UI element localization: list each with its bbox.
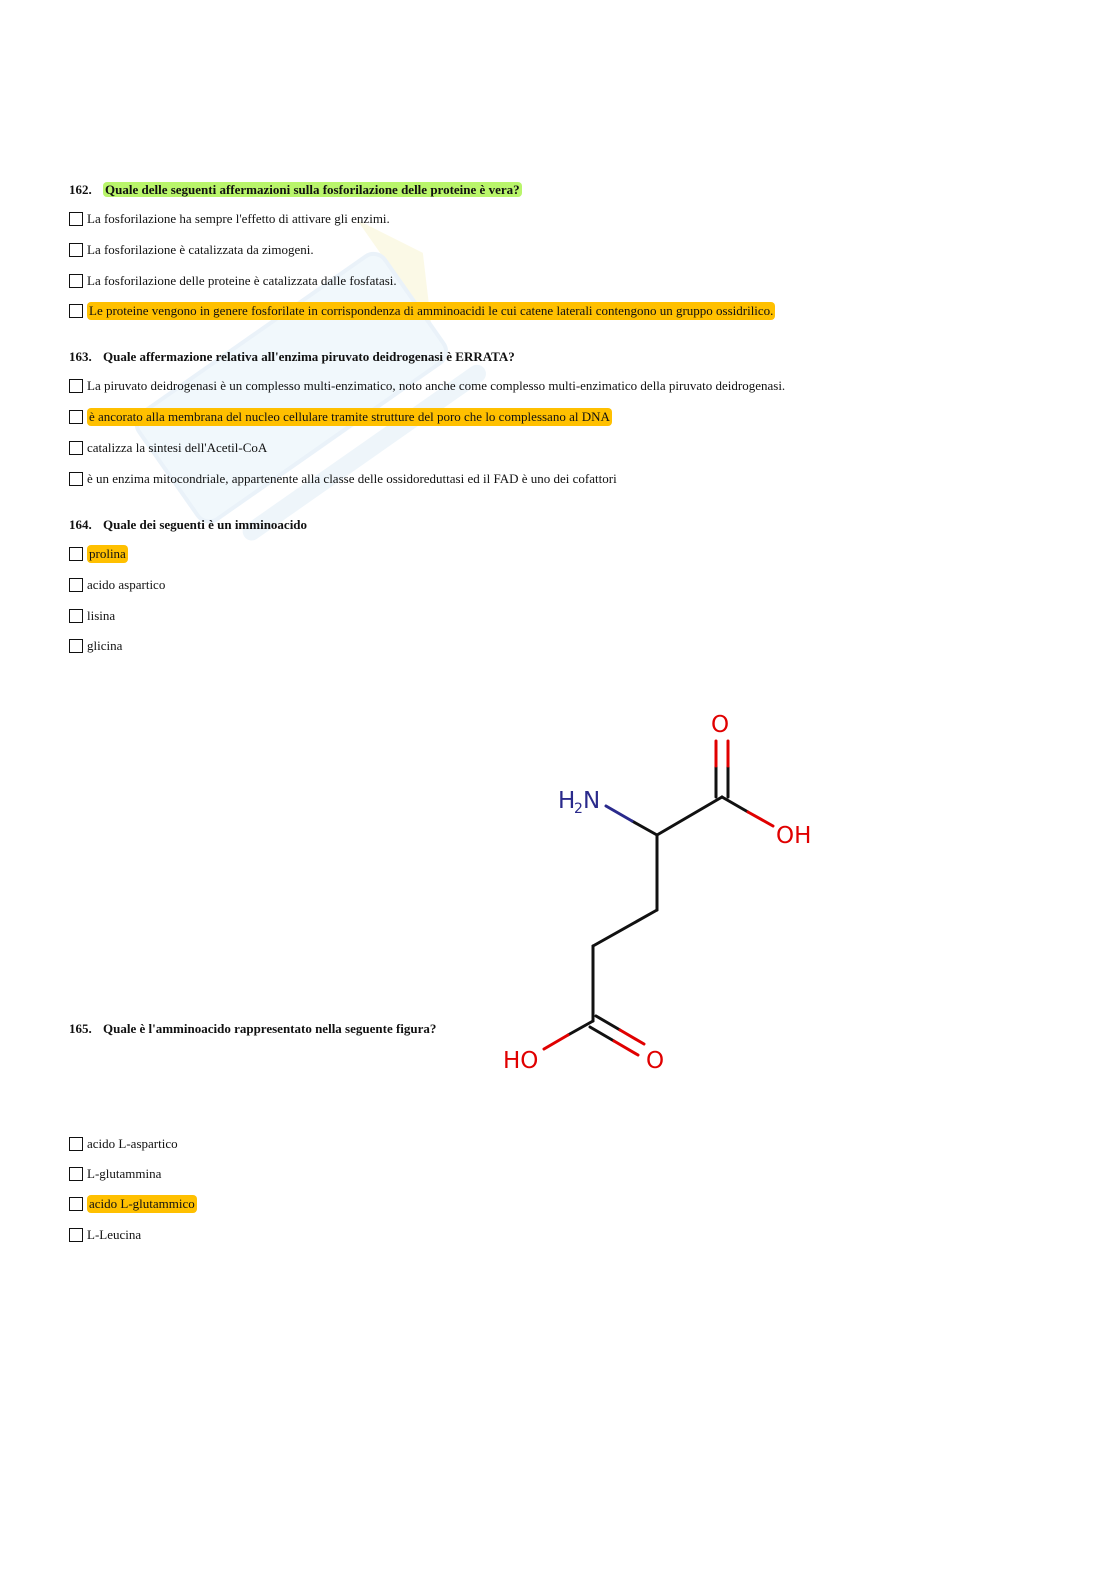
checkbox-icon[interactable]: [69, 1197, 83, 1211]
bond: [593, 910, 657, 946]
answer-text: è un enzima mitocondriale, appartenente alla classe delle ossidoreduttasi ed il FAD è uno dei cofattori: [87, 471, 617, 486]
answer-164-1[interactable]: [69, 545, 128, 563]
amine-subscript-label: 2: [574, 801, 583, 817]
checkbox-icon[interactable]: [69, 379, 83, 393]
answer-162-4[interactable]: [69, 302, 775, 320]
answer-text: glicina: [87, 638, 123, 653]
bond: [632, 821, 657, 835]
bond: [657, 797, 722, 835]
answer-164-4[interactable]: [69, 637, 122, 655]
question-number: 165.: [69, 1021, 92, 1036]
answer-text: L-Leucina: [87, 1227, 142, 1242]
checkbox-icon[interactable]: [69, 639, 83, 653]
answer-text: acido aspartico: [87, 577, 166, 592]
answer-text-highlighted: acido L-glutammico: [89, 1196, 195, 1211]
answer-162-1[interactable]: [69, 210, 390, 228]
question-number: 163.: [69, 349, 92, 364]
question-number: 164.: [69, 517, 92, 532]
answer-text: La piruvato deidrogenasi è un complesso multi-enzimatico, noto anche come complesso multi-enzimatico della piruvato deidrogenasi.: [87, 378, 786, 393]
answer-text: acido L-aspartico: [87, 1136, 178, 1151]
bond: [614, 1041, 638, 1055]
question-162: [69, 181, 522, 199]
answer-162-3[interactable]: [69, 272, 397, 290]
answer-163-3[interactable]: [69, 439, 267, 457]
answer-164-3[interactable]: [69, 607, 115, 625]
molecule-figure: [490, 700, 840, 1090]
question-text: Quale delle seguenti affermazioni sulla fosforilazione delle proteine è vera?: [105, 182, 520, 197]
answer-text: La fosforilazione è catalizzata da zimogeni.: [87, 242, 314, 257]
bond: [596, 1016, 620, 1030]
answer-text-highlighted: Le proteine vengono in genere fosforilate in corrispondenza di amminoacidi le cui catene laterali contengono un gruppo ossidrilico.: [89, 303, 774, 318]
answer-text: La fosforilazione delle proteine è catalizzata dalle fosfatasi.: [87, 273, 397, 288]
question-number: 162.: [69, 182, 92, 197]
answer-163-1[interactable]: [69, 377, 785, 395]
carbonyl-oxygen-bottom-label: O: [646, 1048, 665, 1074]
checkbox-icon[interactable]: [69, 578, 83, 592]
bond: [722, 797, 748, 812]
checkbox-icon[interactable]: [69, 212, 83, 226]
checkbox-icon[interactable]: [69, 1137, 83, 1151]
answer-163-2[interactable]: [69, 408, 612, 426]
bond: [590, 1027, 614, 1041]
hydroxyl-bottom-label: HO: [503, 1048, 539, 1074]
checkbox-icon[interactable]: [69, 410, 83, 424]
bond: [748, 812, 773, 826]
question-163: [69, 348, 515, 366]
bond: [544, 1035, 568, 1049]
bond: [606, 806, 632, 821]
answer-164-2[interactable]: [69, 576, 165, 594]
answer-text: lisina: [87, 608, 116, 623]
checkbox-icon[interactable]: [69, 274, 83, 288]
answer-text: catalizza la sintesi dell'Acetil-CoA: [87, 440, 268, 455]
checkbox-icon[interactable]: [69, 441, 83, 455]
question-165: [69, 1020, 436, 1038]
question-text: Quale dei seguenti è un imminoacido: [103, 517, 308, 532]
answer-text: L-glutammina: [87, 1166, 162, 1181]
answer-text-highlighted: prolina: [89, 546, 126, 561]
checkbox-icon[interactable]: [69, 1167, 83, 1181]
checkbox-icon[interactable]: [69, 472, 83, 486]
bond: [620, 1030, 644, 1044]
answer-165-2[interactable]: [69, 1165, 161, 1183]
carbonyl-oxygen-top-label: O: [711, 712, 730, 738]
answer-165-4[interactable]: [69, 1226, 141, 1244]
answer-165-1[interactable]: [69, 1135, 178, 1153]
checkbox-icon[interactable]: [69, 243, 83, 257]
question-text: Quale è l'amminoacido rappresentato nella seguente figura?: [103, 1021, 437, 1036]
question-164: [69, 516, 307, 534]
amine-n-label: N: [583, 788, 601, 814]
hydroxyl-top-label: OH: [776, 823, 812, 849]
checkbox-icon[interactable]: [69, 609, 83, 623]
amine-h-label: H: [558, 788, 576, 814]
answer-162-2[interactable]: [69, 241, 314, 259]
checkbox-icon[interactable]: [69, 1228, 83, 1242]
answer-163-4[interactable]: [69, 470, 617, 488]
answer-text: La fosforilazione ha sempre l'effetto di attivare gli enzimi.: [87, 211, 390, 226]
checkbox-icon[interactable]: [69, 547, 83, 561]
answer-165-3[interactable]: [69, 1195, 197, 1213]
checkbox-icon[interactable]: [69, 304, 83, 318]
answer-text-highlighted: è ancorato alla membrana del nucleo cellulare tramite strutture del poro che lo complessano al DNA: [89, 409, 610, 424]
question-text: Quale affermazione relativa all'enzima piruvato deidrogenasi è ERRATA?: [103, 349, 515, 364]
